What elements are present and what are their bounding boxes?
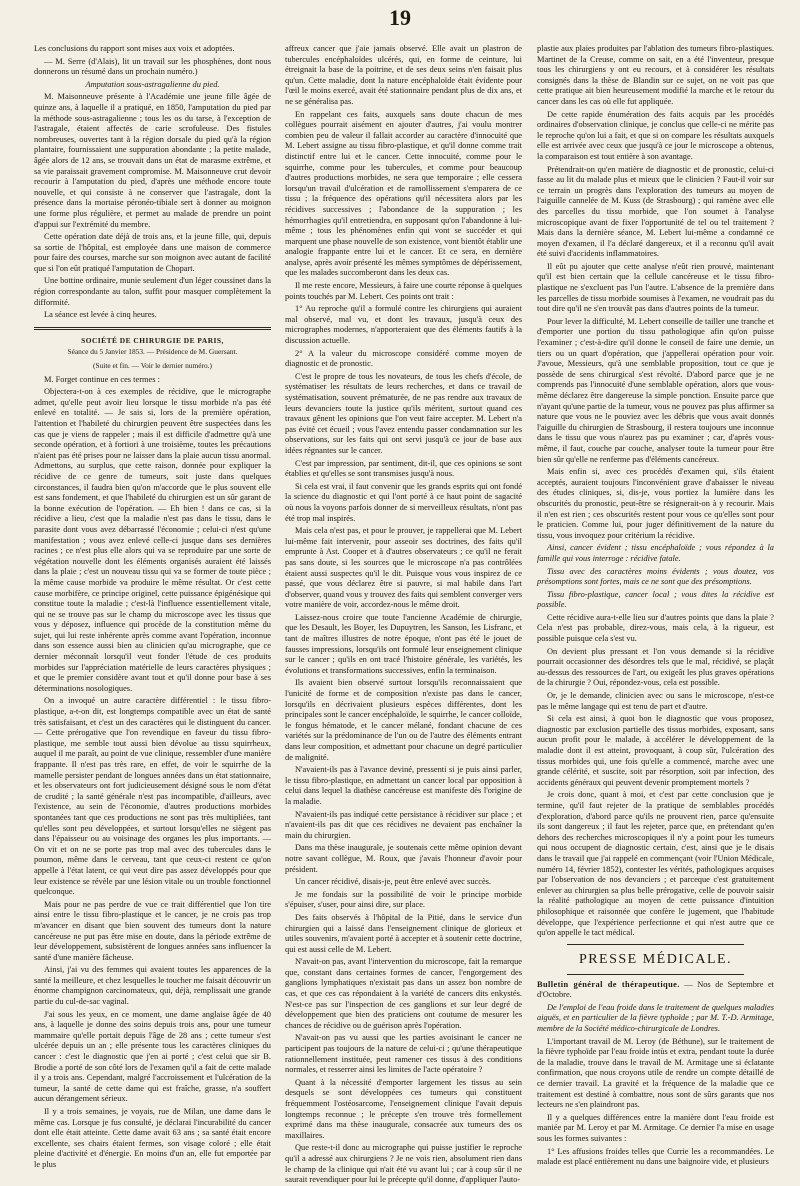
paragraph: Il eût pu ajouter que cette analyse n'eût rien prouvé, maintenant qu'il est bien certain que la cellule cancéreuse et le tissu fibro-plastique ne s'excluent pas l'un l'autre. L'absence de la première dans les parcelles de tissu morbide soumises à l'examen, ne voudrait pas du tout dire qu'il ne s'en trouvât pas dans d'autres points de la tumeur. bbox=[537, 261, 774, 314]
paragraph: L'important travail de M. Leroy (de Béthune), sur le traitement de la fièvre typhoïde par l'eau froide intùs et extra, pendant toute la durée de la maladie, trouve dans le travail de M. Armitage une si éclatante confirmation, que nous croyons utile de rendre un compte détaillé de ce dernier travail. La gravité et la fréquence de la maladie que ce traitement est destiné à combattre, nous sont de sûrs garants que nos lecteurs ne s'en plaindront pas. bbox=[537, 1036, 774, 1110]
paragraph: Cette récidive aura-t-elle lieu sur d'autres points que dans la plaie ? Cela n'est pas probable, direz-vous, mais cela, à la rigueur, est possible puisque cela s'est vu. bbox=[537, 612, 774, 644]
paragraph: Je me fondais sur la possibilité de voir le principe morbide s'épuiser, s'user, pour ainsi dire, sur place. bbox=[285, 889, 522, 910]
paragraph: Une bottine ordinaire, munie seulement d'un léger coussinet dans la région correspondante au talon, suffit pour masquer complètement la difformité. bbox=[34, 276, 271, 307]
divider bbox=[567, 944, 744, 945]
paragraph: Mais cela n'est pas, et pour le prouver, je rappellerai que M. Lebert lui-même fait intervenir, pour asseoir ses doctrines, des faits qu'il emprunte à Ast. Cooper et à d'autres observateurs ; ce qu'il ne ferait pas sans doute, si les sources que le microscope n'a pas contrôlées étaient aussi suspectes qu'il le dit. Puisque vous vous inspirez de ce passé, que vous déclarez être si pauvre, si mal habile dans l'art d'observer, quand vous y trouvez des faits qui semblent converger vers votre manière de voir, accordez-nous le même droit. bbox=[285, 526, 522, 610]
paragraph: Il y a trois semaines, je voyais, rue de Milan, une dame dans le même cas. Lorsque je fus consulté, je déclarai l'incurabilité du cancer dont elle était atteinte. Cette dame avait 63 ans ; sa santé était encore excellente, ses chairs étaient fermes, son visage coloré ; elle était pleine d'activité et d'énergie. En moins d'un an, elle fut emportée par le plus bbox=[34, 1107, 271, 1169]
divider bbox=[567, 974, 744, 975]
column-3 bbox=[537, 44, 775, 1167]
paragraph: Il y a quelques différences entre la manière dont l'eau froide est maniée par M. Leroy et par M. Armitage. Ce dernier l'a mise en usage sous les formes suivantes : bbox=[537, 1112, 774, 1143]
section-meta: Séance du 5 Janvier 1853. — Présidence de M. Guersant. bbox=[67, 347, 238, 357]
paragraph: 1° Les affusions froides telles que Currie les a recommandées. Le malade est placé entièrement nu dans une baignoire vide, et plusieurs bbox=[537, 1146, 774, 1167]
article-subtitle: De l'emploi de l'eau froide dans le traitement de quelques maladies aiguës, et en particulier de la fièvre typhoïde ; par M. T.-D. Armitage, membre de la Société médico-chirurgicale de Londres. bbox=[537, 1002, 774, 1034]
paragraph: Mais pour ne pas perdre de vue ce trait différentiel que l'on tire ainsi entre le tissu fibro-plastique et le cancer, je ne crois pas trop m'avancer en disant que bien souvent des tumeurs dont la nature cancéreuse ne put pas être mise en doute, dans la période extrême de leur développement, subsistèrent de longues années sans influencer la santé d'une manière fâcheuse. bbox=[34, 899, 271, 962]
paragraph: Objectera-t-on à ces exemples de récidive, que le micrographe admet, qu'elle peut avoir lieu lorsque le tissu morbide n'a pas été enlevé en totalité. — Je sais si, lors de la première opération, l'attention et l'habileté du chirurgien peuvent être suspectées dans les cas que je viens de rappeler ; mais il est difficile d'admettre qu'à une seconde opération, et à fortiori à une troisième, toutes les précautions n'aient pas été prises pour ne laisser dans la plaie aucun tissu anormal. Admettons, au surplus, que cette raison, donnée pour expliquer la récidive de ce genre de tumeurs, soit juste dans quelques circonstances, il faudra bien qu'on m'accorde que le plus souvent elle est sans fondement, et que l'habileté du chirurgien est un sûr garant de la bonne exécution de l'opération. — Eh bien ! dans ce cas, si la récidive a lieu, c'est que la maladie n'est pas dans le tissu, dans le parasite dont vous avez débarrassé l'économie ; celui-ci n'est qu'une manifestation ; vous avez enlevé celle-ci jusque dans ses dernières racines ; ce n'est plus elle alors qui va se reproduire par une sorte de végétation nouvelle dont les éléments organisés auraient été laissés dans la plaie ; c'est un nouveau tissu qui va se former de toute pièce ; la même cause morbide va produire le même résultat. Or c'est cette cause morbifère, ce principe originel, cette puissance épigénésique qui constitue toute la maladie ; c'est-là l'influence essentiellement vitale, qui ne se trouve pas sur le champ du microscope avec les tissus que vous y déposez, influence qui procède de la constitution même du sujet, qui lui reste inhérente après comme avant l'opération, inconnue dans son essence aussi bien au clinicien qu'au micrographe, que ce dernier méconnaît lorsqu'il veut fonder l'étude de ces produits morbides sur l'appréciation matérielle de leurs caractères physiques ; et que le premier considère avant tout et qu'il donne pour base à ses déterminations nosologiques. bbox=[34, 387, 271, 693]
paragraph: C'est par impression, par sentiment, dit-il, que ces opinions se sont établies et qu'elles se sont transmises jusqu'à nous. bbox=[285, 458, 522, 479]
column-1 bbox=[34, 44, 271, 1169]
paragraph: C'est le propre de tous les novateurs, de tous les chefs d'école, de systématiser les résultats de leurs recherches, et dans ce travail de systématisation, souvent prématurée, de ne pas rendre aux travaux de leurs devanciers toute la justice qu'ils méritent, surtout quand ces travaux gênent les opinions que l'on veut faire accepter. M. Lebert n'a pas évité cet écueil ; vous l'avez entendu passer condamnation sur les observations, sur les faits qui ont servi jusqu'à ce jour de base aux idées régnantes sur le cancer. bbox=[285, 371, 522, 455]
paragraph: Tissu avec des caractères moins évidents ; vous doutez, vos présomptions sont fortes, mais ce ne sont que des présomptions. bbox=[537, 566, 774, 587]
paragraph: On a invoqué un autre caractère différentiel : le tissu fibro-plastique, a-t-on dit, est longtemps compatible avec un état de santé très satisfaisant, et c'est un des caractères qui le distinguent du cancer. — Cette prérogative que l'on revendique en faveur du tissu fibro-plastique, me semble tout aussi bien dévolue au tissu squirrheux, auquel il me paraît, au point de vue clinique, ressembler d'une manière frappante. Il n'est pas très rare, en effet, de voir le squirrhe de la mamelle persister pendant de longues années dans un état stationnaire, et les observateurs ont fort judicieusement désigné sous le nom d'état de crudité ; la santé générale n'est pas incompatible, d'ailleurs, avec l'existence, au sein de l'économie, d'autres productions morbides spontanées tant que ces productions ne sont pas très multipliées, tant qu'elles sont peu développées, et surtout lorsqu'elles ne siègent pas dans l'épaisseur ou au voisinage des organes les plus importants. — On vit et on ne se porte pas trop mal avec des tubercules dans le poumon, même dans le cerveau, tant que ceux-ci restent ce qu'on appelle à l'état latent, ce qui veut dire pas assez développés pour que leur existence se révèle par une lésion vitale ou un trouble fonctionnel quelconque. bbox=[34, 696, 271, 897]
paragraph: De cette rapide énumération des faits acquis par les procédés ordinaires d'observation clinique, je conclus que celle-ci ne mérite pas le reproche qu'on lui a fait, et que si on compare les résultats auxquels elle est arrivée avec ceux que jusqu'à ce jour le microscope a obtenus, la comparaison est tout entière à son avantage. bbox=[537, 109, 774, 161]
paragraph: 1° Au reproche qu'il a formulé contre les chirurgiens qui auraient mal observé, mal vu, et dont les travaux, jusqu'à ceux des micrographes modernes, n'apporteraient que des éléments fautifs à la discussion actuelle. bbox=[285, 304, 522, 346]
paragraph: On devient plus pressant et l'on vous demande si la récidive pourrait occasionner des désordres tels que le mal, récidivé, se plaçât au-dessus des ressources de l'art, ou exigeât les plus graves opérations de la chirurgie ? Oui, répondez-vous, cela est possible. bbox=[537, 646, 774, 688]
paragraph: Prétendrait-on qu'en matière de diagnostic et de pronostic, celui-ci fasse au lit du malade plus et mieux que le clinicien ? Faut-il voir sur ce terrain un progrès dans l'exploration des tumeurs au moyen de l'aiguille cannelée de M. Kuss (de Strasbourg) ; qui ramène avec elle des parcelles du tissu morbide, que l'on soumet à l'analyse microscopique avant de fixer l'opportunité de tel ou tel traitement ? Mais dans la dernière séance, M. Lebert lui-même a condamné ce moyen d'examen, il l'a déclaré dangereux, et il a reconnu qu'il avait été suivi d'accidents inflammatoires. bbox=[537, 164, 774, 259]
paragraph: Un cancer récidivé, disais-je, peut être enlevé avec succès. bbox=[295, 877, 492, 887]
bulletin-issue: — Nos de Septembre et d'Octobre. bbox=[537, 979, 775, 1000]
paragraph: La séance est levée à cinq heures. bbox=[44, 310, 157, 320]
paragraph: affreux cancer que j'aie jamais observé. Elle avait un plastron de tubercules encéphaloïdes ulcérés, qui, en forme de ceinture, lui étreignait la base de la poitrine, et de ses deux seins n'en faisait plus qu'un. Cette maladie, dont la nature encéphaloïde était évidente pour l'œil le moins exercé, avait été stationnaire pendant plus de dix ans, et ne se généralisa pas. bbox=[285, 44, 522, 106]
paragraph: Mais enfin si, avec ces procédés d'examen qui, s'ils étaient acceptés, auraient toujours l'inconvénient grave d'abaisser le niveau des études cliniques, si, dis-je, vous portiez la lumière dans les obscurités du pronostic, peut-être se résignerait-on à y recourir. Mais il n'en est rien ; ces obscurités restent pour vous ce qu'elles sont pour le praticien. Comme lui, pour juger définitivement de la nature du tissu, vous invoquez pour critérium la récidive. bbox=[537, 467, 774, 540]
bulletin-header bbox=[537, 980, 774, 1001]
paragraph: M. Maisonneuve présente à l'Académie une jeune fille âgée de quinze ans, à laquelle il a pratiqué, en 1850, l'amputation du pied par la méthode sous-astragalienne ; tous les os du tarse, à l'exception de l'astragale, étaient affectés de carie scrofuleuse. Des fistules nombreuses, ouvertes tant à la région dorsale du pied qu'à la région plantaire, fournissaient une suppuration abondante ; la petite malade, âgée alors de 12 ans, se trouvait dans un état de marasme extrême, et sa vie paraissait gravement compromise. M. Maisonneuve crut devoir recourir à l'amputation du pied, d'après une méthode encore toute nouvelle, et qui consiste à ne conserver que l'astragale, dont la présence dans la mortaise péronéo-tibiale sert à donner au moignon une forme plus régulière, et permet au malade de prendre un point d'appui sur l'extrémité du membre. bbox=[34, 92, 271, 229]
paragraph: Tissu fibro-plastique, cancer local ; vous dites la récidive est possible. bbox=[537, 589, 774, 610]
paragraph: Or, je le demande, clinicien avec ou sans le microscope, n'est-ce pas le même langage qui est tenu de part et d'autre. bbox=[537, 691, 774, 711]
paragraph: Ainsi, j'ai vu des femmes qui avaient toutes les apparences de la santé la meilleure, et chez lesquelles le toucher me faisait découvrir un énorme champignon carcinomateux, qui, déjà, remplissait une grande partie du cul-de-sac vaginal. bbox=[34, 965, 271, 1007]
paragraph: Laissez-nous croire que toute l'ancienne Académie de chirurgie, que les Desault, les Boyer, les Dupuytren, les Sanson, les Lisfranc, et tant de maîtres illustres de notre époque, n'ont pas été le jouet de fausses impressions, lorsqu'ils ont formulé leur enseignement clinique sur le cancer ; qu'ils en ont tracé l'histoire générale, les variétés, les évolutions et transformations successives, enfin la terminaison. bbox=[285, 612, 522, 675]
section-subtitle: Amputation sous-astragalienne du pied. bbox=[85, 79, 220, 89]
paragraph: Cette opération date déjà de trois ans, et la jeune fille, qui, depuis sa sortie de l'hôpital, est employée dans une maison de commerce pour faire des courses, marche sur son moignon avec autant de facilité que si l'on eût pratiqué l'amputation de Chopart. bbox=[34, 232, 271, 273]
paragraph: Ainsi, cancer évident ; tissu encéphaloïde ; vous répondez à la famille qui vous interroge : récidive fatale. bbox=[537, 543, 774, 563]
paragraph: 2° A la valeur du microscope considéré comme moyen de diagnostic et de pronostic. bbox=[285, 348, 522, 369]
paragraph: Pour lever la difficulté, M. Lebert conseille de tailler une tranche et d'emporter une portion du tissu pathologique afin qu'on puisse l'examiner ; c'est-à-dire qu'il donne le conseil de faire une demie, un tiers ou un quart d'opération, que j'appellerai opération pour voir. J'avoue, Messieurs, qu'à une semblable proposition, tout ce que je possède de sens chirurgical s'est révolté. D'abord parce que je ne comprends pas l'innocuité d'une semblable opération, alors que vous-même déclarez être dangereuse la simple ponction. Ensuite parce que n'ayant qu'une partie de la tumeur, vous ne pouvez pas plus affirmer sa nature que vous ne le pouviez avec les débris que vous avait donnés l'aiguille du chirurgien de Strasbourg, il restera toujours une inconnue dans le tissu que vous n'aurez pas pu examiner ; car, d'après vous-même, il faut, couche par couche, analyser toute la tumeur pour être bien sûr qu'elle ne renferme pas d'éléments cancéreux. bbox=[537, 316, 774, 464]
paragraph: N'avait-on pas, avant l'intervention du microscope, fait la remarque que, constant dans certaines formes de cancer, l'engorgement des ganglions lymphatiques n'existait pas dans un assez bon nombre de cas, et que ces cas répondaient à la variété de cancers dits enkystés. N'est-ce pas sur l'inspection de ces ganglions et sur leur degré de développement que bien des praticiens ont coutume de mesurer les chances de récidive ou de guérison après l'opération. bbox=[285, 957, 522, 1030]
paragraph: N'avaient-ils pas à l'avance deviné, pressenti si je puis ainsi parler, le tissu fibro-plastique, en admettant un cancer local par opposition à celui dans lequel la diathèse cancéreuse est manifeste dès l'origine de la maladie. bbox=[285, 765, 522, 806]
paragraph: Je crois donc, quant à moi, et c'est par cette conclusion que je termine, qu'il faut rejeter de la pratique de semblables procédés d'exploration, d'abord parce qu'ils ne prouvent rien, parce qu'ensuite ils sont dangereux ; il faut les rejeter, parce que, en prétendant qu'en dehors des recherches microscopiques il n'y a point pour les tumeurs qui nous occupent de diagnostic certain, c'est, ainsi que je le disais dans le travail que j'ai rappelé en commençant (voir l'Union Médicale, numéro 14, février 1852), contester les vérités, pathologiques acquises par l'observation de nos devanciers ; et parceque c'est gratuitement enlever au chirurgien sa plus belle prérogative, celle de pouvoir saisir la réalité pathologique au moyen de cette puissance d'intuition philosophique et raisonnée que confère le jugement, que l'habitude développe, que l'expérience perfectionne et qui n'est autre que ce qu'on appelle le tact médical. bbox=[537, 790, 774, 938]
divider bbox=[34, 327, 271, 330]
paragraph: Si cela est ainsi, à quoi bon le diagnostic que vous proposez, diagnostic par exclusion partielle des tissus morbides, exposant, sans aucun profit pour le malade, à accélérer le développement de la maladie dont il est atteint, provoquant, à coup sûr, l'ulcération des tissus morbides qui, une fois qu'elle a commencé, marche avec une grande célérité, et suscite, soit par résorption, soit par infection, des accidents généraux qui peuvent devenir promptement mortels ? bbox=[537, 714, 774, 787]
page-number: 19 bbox=[389, 5, 411, 30]
paragraph: Il me reste encore, Messieurs, à faire une courte réponse à quelques points touchés par M. Lebert. Ces points ont trait : bbox=[285, 281, 522, 301]
paragraph: Les conclusions du rapport sont mises aux voix et adoptées. bbox=[34, 44, 235, 53]
paragraph: Des faits observés à l'hôpital de la Pitié, dans le service d'un chirurgien qui a laissé dans l'enseignement clinique de glorieux et utiles souvenirs, m'avaient porté à accepter et à soutenir cette doctrine, qui est aussi celle de M. Lebert. bbox=[285, 912, 522, 954]
paragraph: N'avaient-ils pas indiqué cette persistance à récidiver sur place ; et n'avaient-ils pas dit que ces récidives ne devaient pas enchaîner la main du chirurgien. bbox=[285, 809, 522, 840]
paragraph: M. Forget continue en ces termes : bbox=[44, 374, 160, 384]
paragraph: Quant à la nécessité d'emporter largement les tissus au sein desquels se sont développées ces tumeurs qui constituent fréquemment l'ostéosarcome, l'enseignement clinique l'avait depuis longtemps reconnue ; le précepte s'en trouve très formellement exprimé dans ma thèse inaugurale, consacrée aux tumeurs des os maxillaires. bbox=[285, 1077, 522, 1140]
paragraph: Dans ma thèse inaugurale, je soutenais cette même opinion devant notre savant collègue, M. Roux, que j'avais l'honneur d'avoir pour président. bbox=[285, 843, 522, 874]
section-heading: PRESSE MÉDICALE. bbox=[578, 951, 733, 967]
column-2 bbox=[285, 44, 522, 1185]
paragraph: plastie aux plaies produites par l'ablation des tumeurs fibro-plastiques. Martinet de la Creuse, comme on sait, en a été l'inventeur, presque tous les chirurgiens y ont eu recours, et à considérer les résultats consignés dans la thèse de Blandin sur ce sujet, on ne voit pas que cette pratique ait bien heureusement modifié la marche et le retour du cancer dans les cas où elle fut appliquée. bbox=[537, 44, 774, 106]
paragraph: Si cela est vrai, il faut convenir que les grands esprits qui ont fondé la science du diagnostic et qui l'ont porté à ce haut point de sagacité où nous la voyons parfois donner de si merveilleux résultats, n'ont pas été trop mal inspirés. bbox=[285, 481, 522, 523]
section-meta: (Suite et fin. — Voir le dernier numéro.) bbox=[93, 361, 212, 371]
paragraph: Ils avaient bien observé surtout lorsqu'ils reconnaissaient que l'unicité de forme et de composition n'existe pas dans le cancer, lorsqu'ils en décrivaient plusieurs espèces différentes, dont les principales sont le cancer encéphaloïde, le squirrhe, le cancer colloïde, le fongus hématode, et le cancer mélané, fondant chacune de ces variétés sur la prédominance de l'un ou de l'autre des éléments entrant dans leur composition, et admettant pour chacune un degré particulier de malignité. bbox=[285, 678, 522, 762]
paragraph: En rappelant ces faits, auxquels sans doute chacun de mes collègues pourrait aisément en ajouter d'autres, j'ai voulu montrer combien peu de valeur il fallait accorder au caractère d'innocuité que M. Lebert assigne au tissu fibro-plastique, et qu'il donne comme trait distinctif entre lui et le cancer. Cette innocuité, comme pour le squirrhe, comme pour les tubercules, et comme pour beaucoup d'autres productions morbides, ne sera que temporaire ; elle cessera lorsqu'un travail d'ulcération et de ramollissement s'emparera de ce tissu ; la fréquence des opérations qu'il nécessitera alors par les récidives successives ; l'abondance de la suppuration ; les hémorrhagies qu'il entretiendra, en supposant qu'on l'abandonne à lui-même ; tous les phénomènes enfin qui vont se succéder et qui marquent une phase nouvelle de son existence, vont bientôt établir une analogie frappante entre lui et le cancer. Et ce sera, en dernière analyse, après avoir présenté les mêmes symptômes de dépérissement, que les malades succomberont dans les deux cas. bbox=[285, 109, 522, 278]
bulletin-title: Bulletin général de thérapeutique. bbox=[537, 979, 680, 989]
paragraph: J'ai sous les yeux, en ce moment, une dame anglaise âgée de 40 ans, à laquelle je donne des soins depuis trois ans, pour une tumeur mammaire qu'elle portait depuis l'âge de 28 ans ; cette tumeur s'est ulcérée depuis un an ; elle présente tous les caractères cliniques du cancer : c'est le diagnostic que j'en ai porté ; c'est celui que sir B. Brodie a porté de son côté lors de l'examen qu'il a fait de cette malade il y a trois ans. Cependant, malgré l'accroissement et l'ulcération de la tumeur, la santé de cette dame qui est fraîche, grasse, n'a souffert aucun dérangement sérieux. bbox=[34, 1009, 271, 1104]
section-title: SOCIÉTÉ DE CHIRURGIE DE PARIS, bbox=[81, 335, 224, 345]
paragraph: N'avait-on pas vu aussi que les parties avoisinant le cancer ne participent pas toujours de la nature de celui-ci ; qu'une thérapeutique rationnellement instituée, peut ramener ces tissus à des conditions normales, et resserrer ainsi les limites de l'acte opératoire ? bbox=[285, 1033, 522, 1075]
paragraph: — M. Serre (d'Alais), lit un travail sur les phosphènes, dont nous donnerons un résumé dans un prochain numéro.) bbox=[34, 56, 271, 77]
paragraph: Que reste-t-il donc au micrographe qui puisse justifier le reproche qu'il a adressé aux chirurgiens ? Je ne vois rien, absolument rien dans le champ de la clinique qui n'ait été vu avant lui ; car à coup sûr il ne saurait revendiquer pour lui le précepte qu'il donne, d'appliquer l'auto- bbox=[285, 1143, 522, 1185]
